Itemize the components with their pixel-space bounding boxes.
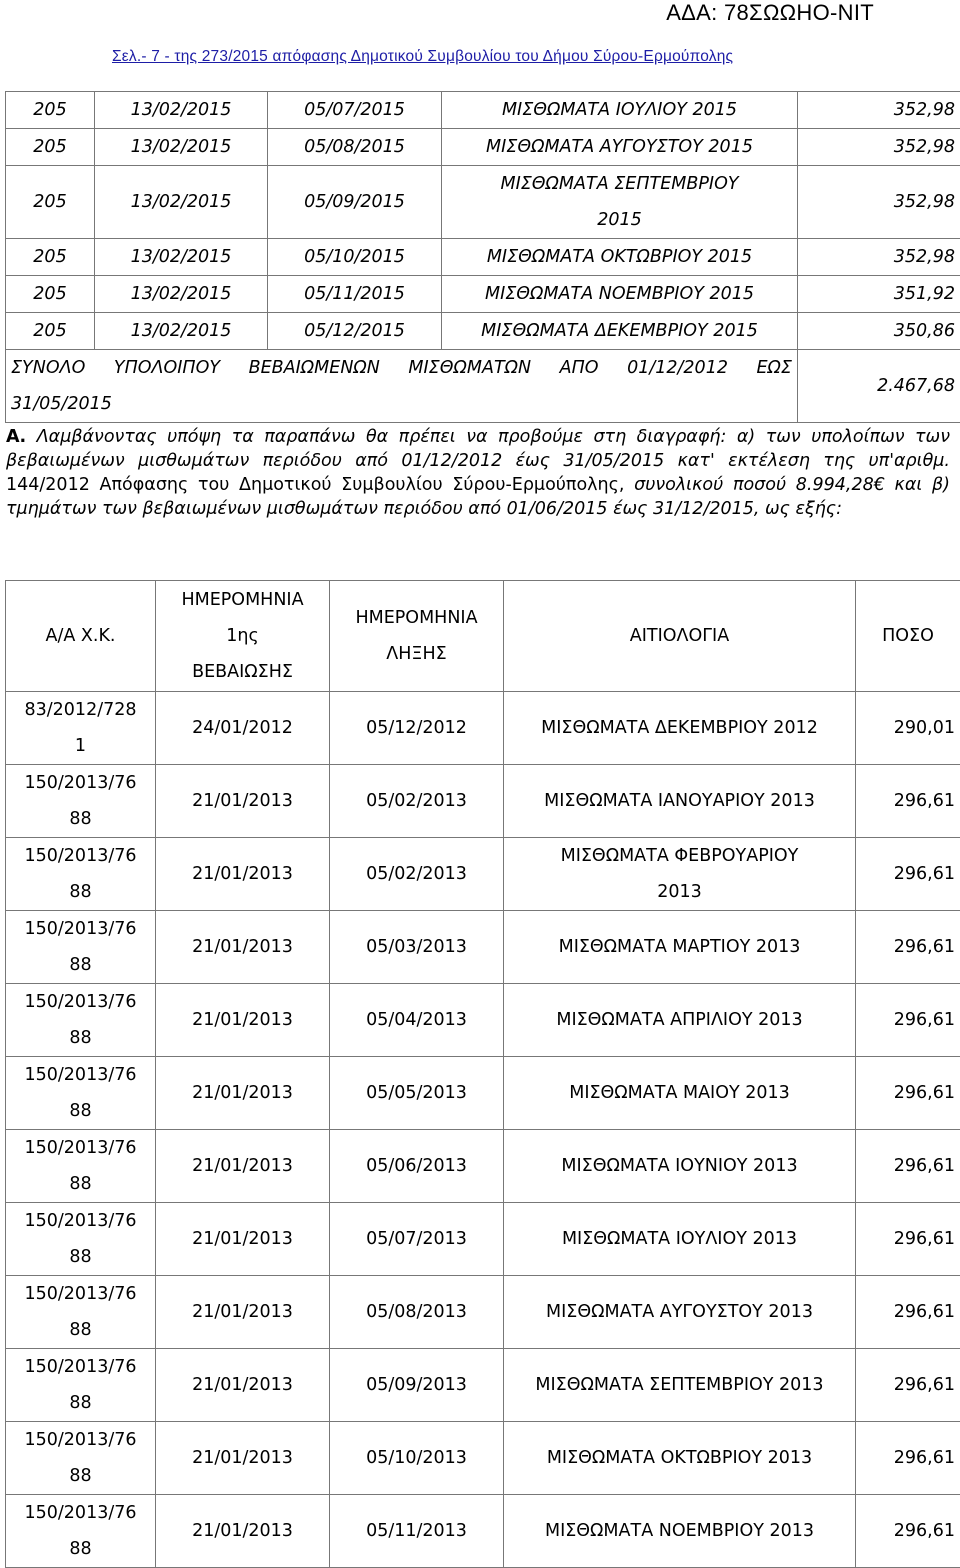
reason-cell: ΜΙΣΘΩΜΑΤΑ ΙΑΝΟΥΑΡΙΟΥ 2013 bbox=[504, 765, 856, 838]
reason-line: 2015 bbox=[447, 202, 792, 238]
amount-cell: 296,61 bbox=[856, 838, 960, 911]
amount-cell: 352,98 bbox=[798, 239, 960, 276]
reason-cell: ΜΙΣΘΩΜΑΤΑ ΑΥΓΟΥΣΤΟΥ 2013 bbox=[504, 1276, 856, 1349]
date-cell: 05/10/2015 bbox=[268, 239, 442, 276]
date-cell: 21/01/2013 bbox=[156, 1203, 330, 1276]
table-row bbox=[6, 984, 960, 1057]
remaining-rents-table bbox=[5, 91, 960, 423]
date-cell: 13/02/2015 bbox=[95, 276, 268, 313]
ac-line: 88 bbox=[11, 1458, 150, 1494]
table-row bbox=[6, 276, 960, 313]
amount-cell: 352,98 bbox=[798, 129, 960, 166]
header-line: ΒΕΒΑΙΩΣΗΣ bbox=[161, 654, 324, 690]
ac-line: 88 bbox=[11, 1166, 150, 1202]
paragraph-text: 144/2012 Απόφασης του Δημοτικού Συμβουλίου Σύρου-Ερμούπολης, bbox=[6, 475, 624, 495]
ac-line: 1 bbox=[11, 728, 150, 764]
amount-cell: 296,61 bbox=[856, 1203, 960, 1276]
writeoff-table bbox=[5, 580, 960, 1568]
table-row bbox=[6, 692, 960, 765]
reason-cell: ΜΙΣΘΩΜΑΤΑ ΣΕΠΤΕΜΒΡΙΟΥ 2013 bbox=[504, 1349, 856, 1422]
header-line: ΗΜΕΡΟΜΗΝΙΑ bbox=[335, 600, 498, 636]
ac-line: 150/2013/76 bbox=[11, 765, 150, 801]
total-label-cell bbox=[6, 350, 798, 423]
amount-cell: 290,01 bbox=[856, 692, 960, 765]
amount-cell: 352,98 bbox=[798, 92, 960, 129]
header-reason: ΑΙΤΙΟΛΟΓΙΑ bbox=[504, 581, 856, 692]
reason-cell: ΜΙΣΘΩΜΑΤΑ ΙΟΥΛΙΟΥ 2013 bbox=[504, 1203, 856, 1276]
table-row bbox=[6, 1276, 960, 1349]
date-cell: 05/07/2013 bbox=[330, 1203, 504, 1276]
table-row bbox=[6, 1422, 960, 1495]
ac-line: 88 bbox=[11, 801, 150, 837]
date-cell: 21/01/2013 bbox=[156, 1276, 330, 1349]
ac-line: 88 bbox=[11, 947, 150, 983]
ac-cell bbox=[6, 1422, 156, 1495]
table-row bbox=[6, 92, 960, 129]
date-cell: 21/01/2013 bbox=[156, 838, 330, 911]
amount-cell: 296,61 bbox=[856, 1349, 960, 1422]
date-cell: 05/04/2013 bbox=[330, 984, 504, 1057]
date-cell: 13/02/2015 bbox=[95, 239, 268, 276]
reason-cell: ΜΙΣΘΩΜΑΤΑ ΟΚΤΩΒΡΙΟΥ 2015 bbox=[442, 239, 798, 276]
table-row bbox=[6, 1057, 960, 1130]
table-row bbox=[6, 1203, 960, 1276]
date-cell: 05/09/2015 bbox=[268, 166, 442, 239]
total-row bbox=[6, 350, 960, 423]
ac-cell bbox=[6, 1203, 156, 1276]
ac-line: 150/2013/76 bbox=[11, 1203, 150, 1239]
paragraph-lead: Α. bbox=[6, 427, 26, 447]
ac-cell: 205 bbox=[6, 313, 95, 350]
date-cell: 05/12/2015 bbox=[268, 313, 442, 350]
reason-cell: ΜΙΣΘΩΜΑΤΑ ΙΟΥΛΙΟΥ 2015 bbox=[442, 92, 798, 129]
ac-line: 88 bbox=[11, 1385, 150, 1421]
date-cell: 21/01/2013 bbox=[156, 1349, 330, 1422]
ac-line: 88 bbox=[11, 874, 150, 910]
ac-line: 88 bbox=[11, 1020, 150, 1056]
table-header-row bbox=[6, 581, 960, 692]
date-cell: 21/01/2013 bbox=[156, 1495, 330, 1568]
reason-line: ΜΙΣΘΩΜΑΤΑ ΣΕΠΤΕΜΒΡΙΟΥ bbox=[447, 166, 792, 202]
ac-cell bbox=[6, 692, 156, 765]
amount-cell: 296,61 bbox=[856, 984, 960, 1057]
reason-cell: ΜΙΣΘΩΜΑΤΑ ΙΟΥΝΙΟΥ 2013 bbox=[504, 1130, 856, 1203]
ac-line: 150/2013/76 bbox=[11, 984, 150, 1020]
date-cell: 21/01/2013 bbox=[156, 765, 330, 838]
ac-cell: 205 bbox=[6, 166, 95, 239]
amount-cell: 296,61 bbox=[856, 1130, 960, 1203]
table-row bbox=[6, 838, 960, 911]
ac-line: 150/2013/76 bbox=[11, 1276, 150, 1312]
total-label-line: ΣΥΝΟΛΟ ΥΠΟΛΟΙΠΟΥ ΒΕΒΑΙΩΜΕΝΩΝ ΜΙΣΘΩΜΑΤΩΝ ΑΠΟ 01/12/2012 ΕΩΣ bbox=[11, 350, 792, 386]
amount-cell: 350,86 bbox=[798, 313, 960, 350]
table-row bbox=[6, 1349, 960, 1422]
ac-cell: 205 bbox=[6, 129, 95, 166]
reason-line: ΜΙΣΘΩΜΑΤΑ ΦΕΒΡΟΥΑΡΙΟΥ bbox=[509, 838, 850, 874]
ac-cell bbox=[6, 1349, 156, 1422]
date-cell: 21/01/2013 bbox=[156, 911, 330, 984]
date-cell: 05/02/2013 bbox=[330, 765, 504, 838]
amount-cell: 296,61 bbox=[856, 911, 960, 984]
ac-cell: 205 bbox=[6, 276, 95, 313]
reason-cell: ΜΙΣΘΩΜΑΤΑ ΟΚΤΩΒΡΙΟΥ 2013 bbox=[504, 1422, 856, 1495]
date-cell: 05/08/2015 bbox=[268, 129, 442, 166]
header-date-expiry bbox=[330, 581, 504, 692]
date-cell: 05/11/2013 bbox=[330, 1495, 504, 1568]
ac-cell bbox=[6, 1495, 156, 1568]
reason-cell: ΜΙΣΘΩΜΑΤΑ ΜΑΙΟΥ 2013 bbox=[504, 1057, 856, 1130]
amount-cell: 352,98 bbox=[798, 166, 960, 239]
amount-cell: 296,61 bbox=[856, 1422, 960, 1495]
reason-cell: ΜΙΣΘΩΜΑΤΑ ΝΟΕΜΒΡΙΟΥ 2013 bbox=[504, 1495, 856, 1568]
header-date-issue bbox=[156, 581, 330, 692]
amount-cell: 296,61 bbox=[856, 1276, 960, 1349]
ac-cell: 205 bbox=[6, 92, 95, 129]
amount-cell: 296,61 bbox=[856, 1057, 960, 1130]
date-cell: 05/03/2013 bbox=[330, 911, 504, 984]
table-row bbox=[6, 1495, 960, 1568]
reason-cell: ΜΙΣΘΩΜΑΤΑ ΝΟΕΜΒΡΙΟΥ 2015 bbox=[442, 276, 798, 313]
date-cell: 13/02/2015 bbox=[95, 129, 268, 166]
reason-cell: ΜΙΣΘΩΜΑΤΑ ΑΠΡΙΛΙΟΥ 2013 bbox=[504, 984, 856, 1057]
total-amount-cell: 2.467,68 bbox=[798, 350, 960, 423]
amount-cell: 351,92 bbox=[798, 276, 960, 313]
header-line: ΗΜΕΡΟΜΗΝΙΑ bbox=[161, 582, 324, 618]
ac-line: 150/2013/76 bbox=[11, 1130, 150, 1166]
paragraph-text: συνολικού ποσού 8.994,28€ και β) τμημάτων των βεβαιωμένων μισθωμάτων περιόδου από 01/06/2015 έως 31/12/2015, ως εξής: bbox=[6, 475, 950, 519]
date-cell: 21/01/2013 bbox=[156, 1422, 330, 1495]
reason-cell bbox=[504, 838, 856, 911]
date-cell: 05/11/2015 bbox=[268, 276, 442, 313]
ac-line: 88 bbox=[11, 1093, 150, 1129]
date-cell: 13/02/2015 bbox=[95, 313, 268, 350]
date-cell: 05/08/2013 bbox=[330, 1276, 504, 1349]
ac-line: 150/2013/76 bbox=[11, 1349, 150, 1385]
date-cell: 13/02/2015 bbox=[95, 92, 268, 129]
ac-cell bbox=[6, 838, 156, 911]
ada-code: ΑΔΑ: 78ΣΩΩΗΟ-ΝΙΤ bbox=[666, 0, 874, 26]
total-label-line: 31/05/2015 bbox=[11, 386, 792, 422]
date-cell: 05/12/2012 bbox=[330, 692, 504, 765]
header-line: ΛΗΞΗΣ bbox=[335, 636, 498, 672]
table-row bbox=[6, 1130, 960, 1203]
ac-cell: 205 bbox=[6, 239, 95, 276]
ac-line: 88 bbox=[11, 1312, 150, 1348]
date-cell: 13/02/2015 bbox=[95, 166, 268, 239]
ac-line: 150/2013/76 bbox=[11, 911, 150, 947]
ac-cell bbox=[6, 911, 156, 984]
ac-cell bbox=[6, 1276, 156, 1349]
header-line: 1ης bbox=[161, 618, 324, 654]
date-cell: 05/05/2013 bbox=[330, 1057, 504, 1130]
ac-line: 150/2013/76 bbox=[11, 1422, 150, 1458]
paragraph-text: Λαμβάνοντας υπόψη τα παραπάνω θα πρέπει να προβούμε στη διαγραφή: α) των υπολοίπων των βεβαιωμένων μισθωμάτων περιόδου από 01/12/2012 έως 31/05/2015 κατ' εκτέλεση της υπ'αριθμ. bbox=[6, 427, 950, 471]
date-cell: 05/02/2013 bbox=[330, 838, 504, 911]
date-cell: 05/07/2015 bbox=[268, 92, 442, 129]
table-row bbox=[6, 166, 960, 239]
ac-cell bbox=[6, 765, 156, 838]
reason-cell: ΜΙΣΘΩΜΑΤΑ ΔΕΚΕΜΒΡΙΟΥ 2012 bbox=[504, 692, 856, 765]
date-cell: 24/01/2012 bbox=[156, 692, 330, 765]
reason-cell: ΜΙΣΘΩΜΑΤΑ ΑΥΓΟΥΣΤΟΥ 2015 bbox=[442, 129, 798, 166]
ac-line: 88 bbox=[11, 1239, 150, 1275]
body-paragraph bbox=[6, 425, 950, 521]
reason-cell: ΜΙΣΘΩΜΑΤΑ ΔΕΚΕΜΒΡΙΟΥ 2015 bbox=[442, 313, 798, 350]
header-ac: Α/Α Χ.Κ. bbox=[6, 581, 156, 692]
table-row bbox=[6, 911, 960, 984]
date-cell: 21/01/2013 bbox=[156, 1057, 330, 1130]
table-row bbox=[6, 313, 960, 350]
table-row bbox=[6, 129, 960, 166]
ac-line: 150/2013/76 bbox=[11, 838, 150, 874]
table-row bbox=[6, 239, 960, 276]
ac-line: 150/2013/76 bbox=[11, 1495, 150, 1531]
amount-cell: 296,61 bbox=[856, 765, 960, 838]
ac-line: 150/2013/76 bbox=[11, 1057, 150, 1093]
reason-cell bbox=[442, 166, 798, 239]
reason-line: 2013 bbox=[509, 874, 850, 910]
date-cell: 21/01/2013 bbox=[156, 1130, 330, 1203]
page-reference: Σελ.- 7 - της 273/2015 απόφασης Δημοτικού Συμβουλίου του Δήμου Σύρου-Ερμούπολης bbox=[112, 48, 733, 66]
ac-line: 88 bbox=[11, 1531, 150, 1567]
reason-cell: ΜΙΣΘΩΜΑΤΑ ΜΑΡΤΙΟΥ 2013 bbox=[504, 911, 856, 984]
amount-cell: 296,61 bbox=[856, 1495, 960, 1568]
ac-cell bbox=[6, 1057, 156, 1130]
ac-line: 83/2012/728 bbox=[11, 692, 150, 728]
table-row bbox=[6, 765, 960, 838]
date-cell: 05/10/2013 bbox=[330, 1422, 504, 1495]
date-cell: 21/01/2013 bbox=[156, 984, 330, 1057]
date-cell: 05/06/2013 bbox=[330, 1130, 504, 1203]
ac-cell bbox=[6, 984, 156, 1057]
date-cell: 05/09/2013 bbox=[330, 1349, 504, 1422]
header-amount: ΠΟΣΟ bbox=[856, 581, 960, 692]
ac-cell bbox=[6, 1130, 156, 1203]
